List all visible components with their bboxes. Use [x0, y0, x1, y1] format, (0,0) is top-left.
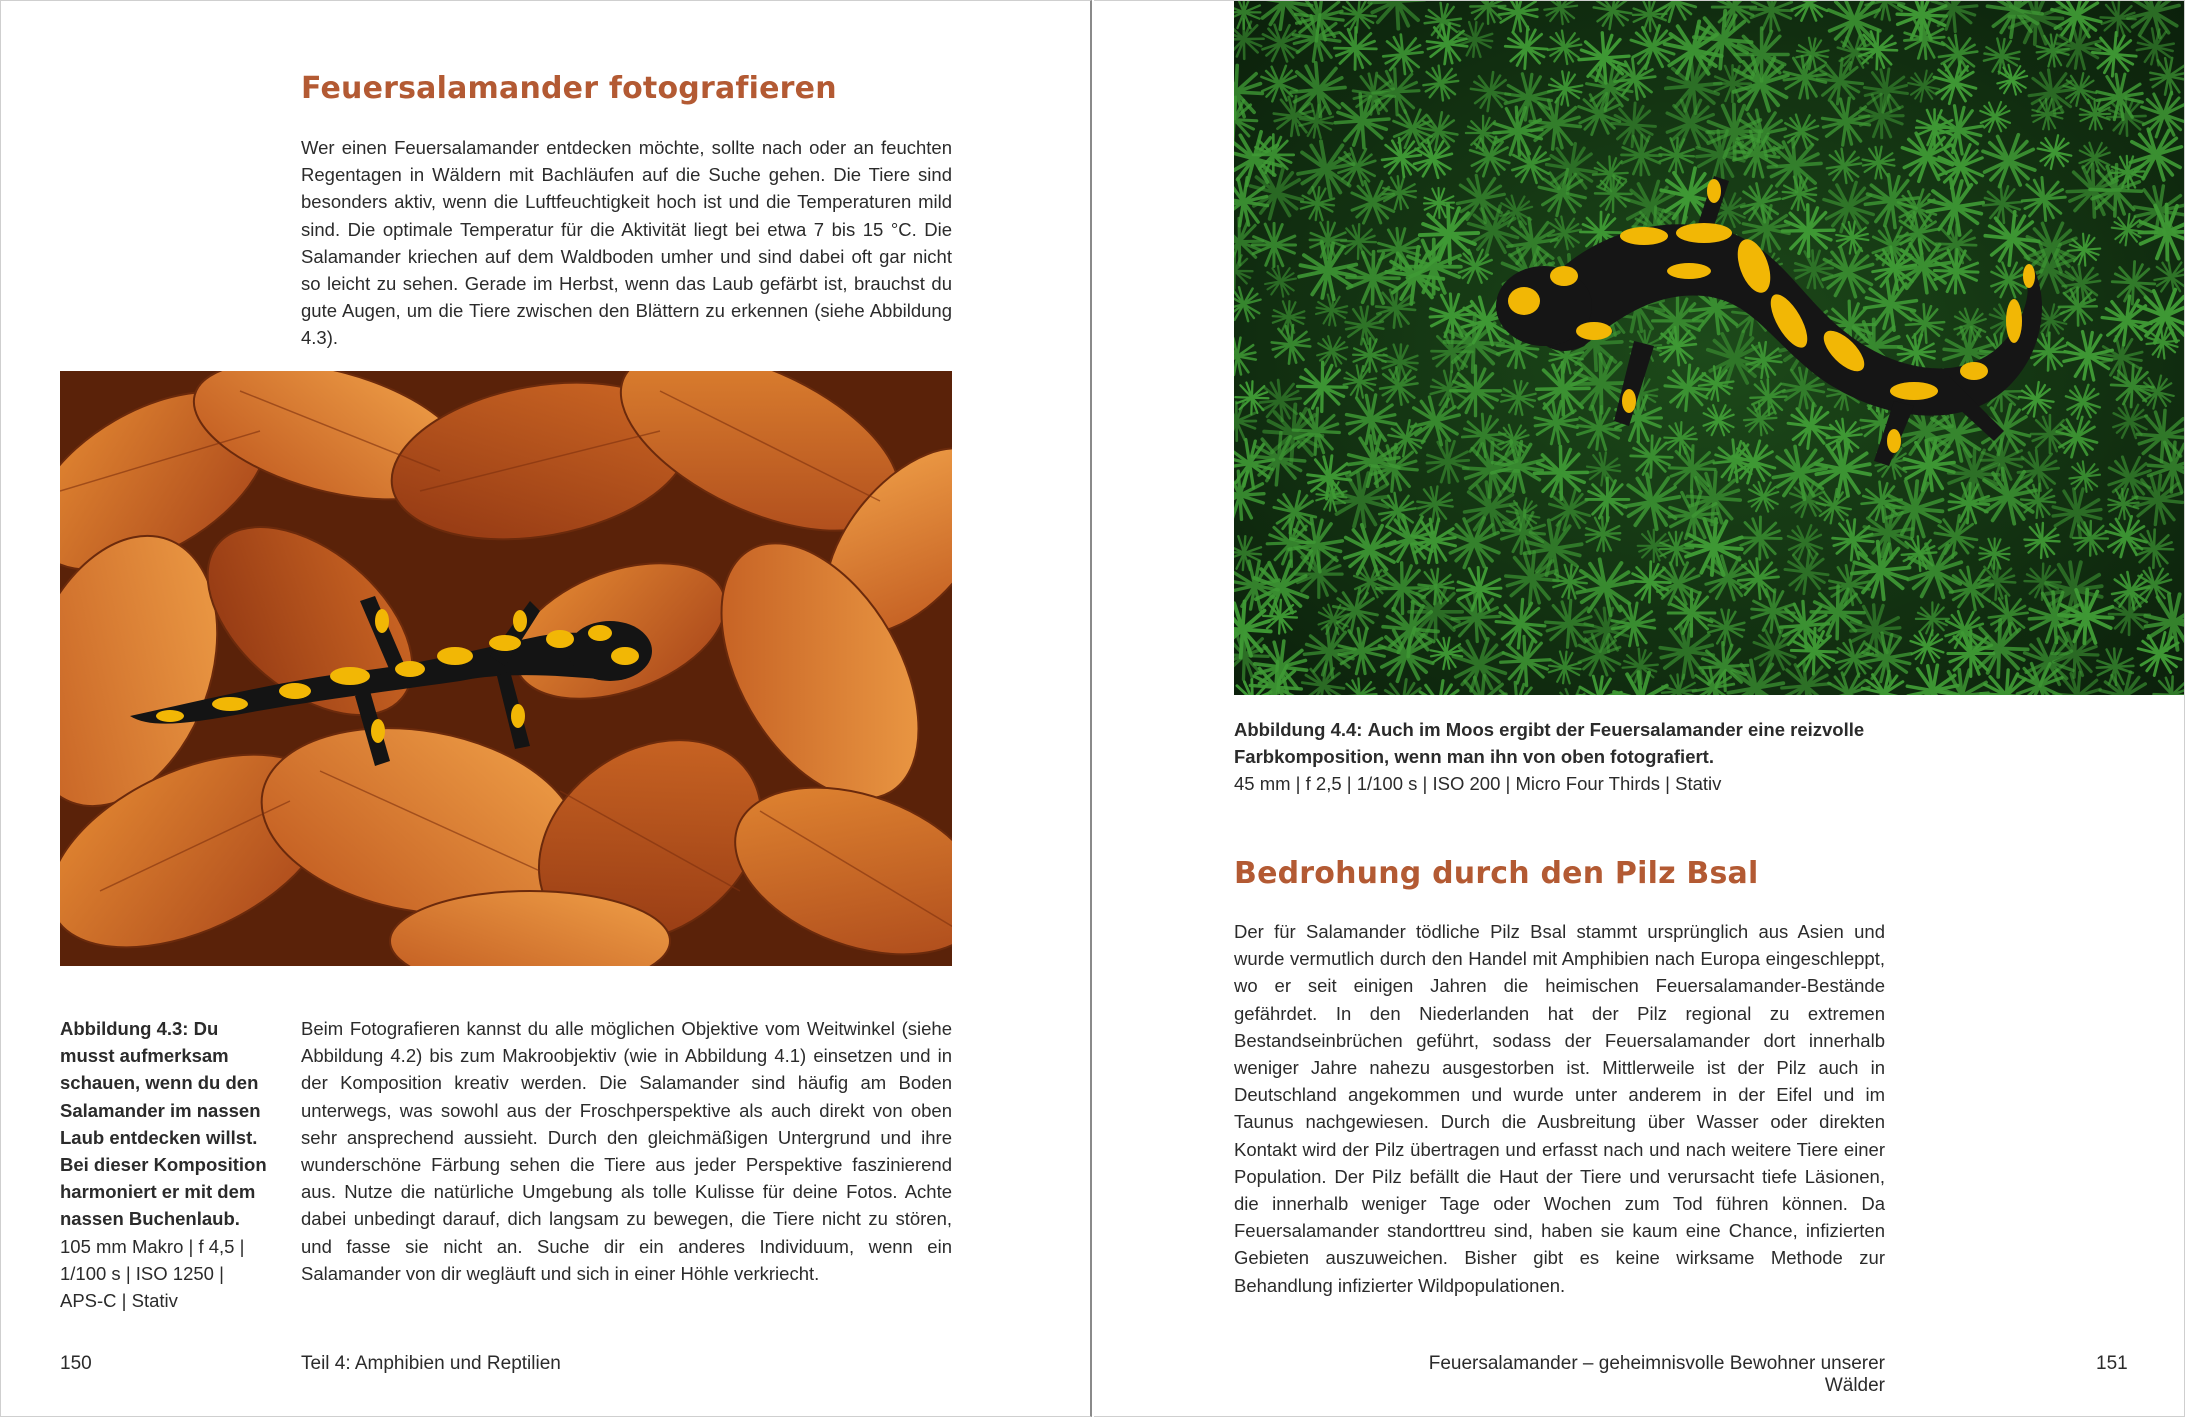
section-heading-bsal-threat: Bedrohung durch den Pilz Bsal: [1234, 856, 1759, 891]
caption-label: Abbildung 4.4:: [1234, 719, 1363, 740]
figure-4-4-salamander-in-moss: [1234, 1, 2185, 695]
moss-sprig: [2134, 529, 2174, 569]
left-page: [0, 0, 1092, 1417]
caption-text: Du musst aufmerksam schauen, wenn du den Salamander im nassen Laub entdecken willst. Bei dieser Komposition harmoniert er mit dem nassen Buchenlaub.: [60, 1018, 267, 1230]
caption-exif: 105 mm Makro | f 4,5 | 1/100 s | ISO 1250 | APS-C | Stativ: [60, 1235, 245, 1312]
moss-sprig: [2024, 522, 2061, 559]
moss-sprig: [2059, 287, 2097, 325]
section-heading-photographing: Feuersalamander fotografieren: [301, 71, 837, 106]
figure-4-3-salamander-in-leaves: [60, 371, 952, 966]
bsal-paragraph: Der für Salamander tödliche Pilz Bsal stammt ursprünglich aus Asien und wurde vermutlich durch den Handel mit Amphibien nach Europa eingeschleppt, wo er seit einigen Jahren die heimischen Feuersalamander-Bestände gefährdet. In den Niederlanden hat der Pilz regional zu extremen Bestandseinbrüchen geführt, sodass der Feuersalamander dort innerhalb weniger Jahre nahezu ausgestorben ist. Mittlerweile ist der Pilz auch in Deutschland angekommen und wurde unter anderem in der Eifel und im Taunus nachgewiesen. Durch die Ausbreitung über Wasser oder direkten Kontakt wird der Pilz übertragen und erfasst nach und nach weitere Tiere einer Population. Der Pilz befällt die Haut der Tiere und verursacht tiefe Läsionen, die innerhalb weniger Tage oder Wochen zum Tod führen können. Da Feuersalamander standorttreu sind, haben sie kaum eine Chance, infizierten Gebieten auszuweichen. Bisher gibt es keine wirksame Methode zur Behandlung infizierter Wildpopulationen.: [1234, 921, 1885, 1296]
caption-text: Auch im Moos ergibt der Feuersalamander eine reizvolle Farbkomposition, wenn man ihn von oben fotografiert.: [1234, 719, 1865, 768]
page-number-right: 151: [2096, 1353, 2128, 1374]
page-number-left: 150: [60, 1353, 92, 1374]
intro-paragraph: Wer einen Feuersalamander entdecken möchte, sollte nach oder an feuchten Regentagen in Wäldern mit Bachläufen auf die Suche gehen. Die Tiere sind besonders aktiv, wenn die Luftfeuchtigkeit hoch ist und die Temperaturen mild sind. Die optimale Temperatur für die Aktivität liegt bei etwa 7 bis 15 °C. Die Salamander kriechen auf dem Waldboden umher und sind dabei oft gar nicht so leicht zu sehen. Gerade im Herbst, wenn das Laub gefärbt ist, brauchst du gute Augen, um die Tiere zwischen den Blättern zu erkennen (siehe Abbildung 4.3).: [301, 137, 952, 349]
moss-sprig: [1857, 29, 1898, 70]
moss-sprig: [1536, 362, 1589, 415]
running-footer-right: Feuersalamander – geheimnisvolle Bewohner unserer Wälder: [1428, 1353, 1885, 1396]
figure-4-4-caption: [1234, 716, 1894, 798]
moss-sprig: [1638, 530, 1670, 562]
caption-label: Abbildung 4.3:: [60, 1018, 189, 1039]
right-page: [1094, 0, 2185, 1417]
running-footer-left: Teil 4: Amphibien und Reptilien: [301, 1353, 561, 1374]
moss-sprig: [1372, 68, 1421, 117]
moss-sprig: [1341, 224, 1377, 260]
figure-4-3-caption: [60, 1015, 270, 1314]
photography-paragraph: Beim Fotografieren kannst du alle möglichen Objektive vom Weitwinkel (siehe Abbildung 4.2) bis zum Makroobjektiv (wie in Abbildung 4.1) einsetzen und in der Komposition kreativ werden. Die Salamander sind häufig am Boden unterwegs, was sowohl aus der Froschperspektive als auch direkt von oben sehr ansprechend aussieht. Durch den gleichmäßigen Untergrund und ihre wunderschöne Färbung sehen die Tiere aus jeder Perspektive faszinierend aus. Nutze die natürliche Umgebung als tolle Kulisse für deine Fotos. Achte dabei unbedingt darauf, dich langsam zu bewegen, die Tiere nicht zu stören, und fasse sie nicht an. Suche dir ein anderes Individuum, wenn ein Salamander von dir wegläuft und sich in einer Höhle verkriecht.: [301, 1018, 952, 1284]
moss-sprig: [1262, 599, 1298, 635]
moss-sprig: [2073, 521, 2108, 556]
moss-sprig: [1295, 551, 1342, 598]
moss-sprig: [1292, 407, 1341, 456]
moss-sprig: [1451, 592, 1501, 642]
moss-sprig: [1739, 517, 1782, 560]
moss-sprig: [2089, 164, 2142, 217]
moss-sprig: [1334, 27, 1377, 70]
caption-exif: 45 mm | f 2,5 | 1/100 s | ISO 200 | Micro Four Thirds | Stativ: [1234, 773, 1722, 795]
